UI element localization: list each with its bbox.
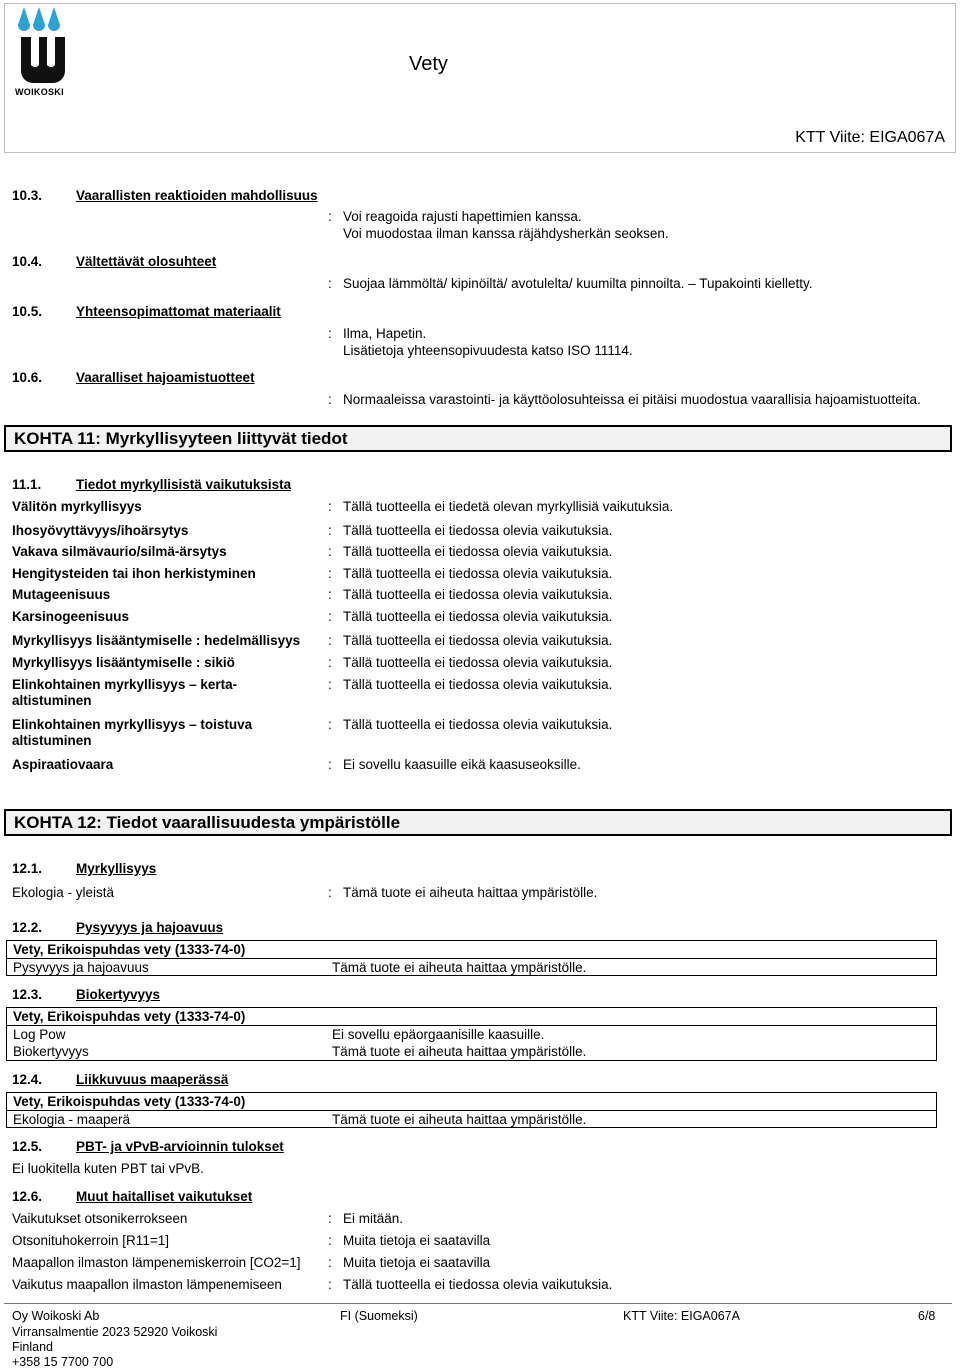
substance-name: Vety, Erikoispuhdas vety (1333-74-0) — [13, 1094, 246, 1109]
field-label: Otsonituhokerroin [R11=1] — [12, 1233, 169, 1248]
subsection-title: Muut haitalliset vaikutukset — [76, 1189, 253, 1204]
subsection-number: 12.4. — [12, 1072, 43, 1087]
value-text: Voi muodostaa ilman kanssa räjähdysherkän seoksen. — [343, 226, 669, 241]
subsection-number: 10.4. — [12, 254, 43, 269]
section-heading: KOHTA 11: Myrkyllisyyteen liittyvät tiedot — [4, 425, 952, 452]
colon: : — [328, 544, 332, 559]
field-value: Tällä tuotteella ei tiedetä olevan myrkyllisiä vaikutuksia. — [343, 499, 674, 514]
field-label: Log Pow — [13, 1027, 66, 1042]
colon: : — [328, 1277, 332, 1292]
subsection-title: Pysyvyys ja hajoavuus — [76, 920, 224, 935]
colon: : — [328, 757, 332, 772]
substance-name: Vety, Erikoispuhdas vety (1333-74-0) — [13, 942, 246, 957]
field-label: Vaikutus maapallon ilmaston lämpenemiseen — [12, 1277, 282, 1292]
field-label: Vakava silmävaurio/silmä-ärsytys — [12, 544, 227, 559]
subsection-title: Myrkyllisyys — [76, 861, 157, 876]
field-label: Ekologia - yleistä — [12, 885, 115, 900]
value-text: Normaaleissa varastointi- ja käyttöolosuhteissa ei pitäisi muodostua vaarallisia hajoamistuotteita. — [343, 392, 921, 407]
subsection-title: PBT- ja vPvB-arvioinnin tulokset — [76, 1139, 284, 1154]
field-value: Tällä tuotteella ei tiedossa olevia vaikutuksia. — [343, 523, 613, 538]
colon: : — [328, 499, 332, 514]
subsection-title: Vaarallisten reaktioiden mahdollisuus — [76, 188, 318, 203]
subsection-number: 12.2. — [12, 920, 43, 935]
subsection-title: Vältettävät olosuhteet — [76, 254, 217, 269]
field-value: Tällä tuotteella ei tiedossa olevia vaikutuksia. — [343, 677, 613, 692]
subsection-number: 10.5. — [12, 304, 43, 319]
value-text: Voi reagoida rajusti hapettimien kanssa. — [343, 209, 582, 224]
field-value: Ei mitään. — [343, 1211, 404, 1226]
subsection-number: 10.3. — [12, 188, 43, 203]
field-value: Ei sovellu epäorgaanisille kaasuille. — [332, 1027, 545, 1042]
value-text: Ilma, Hapetin. — [343, 326, 427, 341]
field-label: Mutageenisuus — [12, 587, 111, 602]
field-value: Ei sovellu kaasuille eikä kaasuseoksille. — [343, 757, 581, 772]
footer-language: FI (Suomeksi) — [340, 1309, 418, 1323]
field-label: altistuminen — [12, 733, 92, 748]
field-label: Ekologia - maaperä — [13, 1112, 131, 1127]
value-text: Suojaa lämmöltä/ kipinöiltä/ avotulelta/ kuumilta pinnoilta. – Tupakointi kielletty. — [343, 276, 813, 291]
field-value: Muita tietoja ei saatavilla — [343, 1255, 491, 1270]
field-label: Välitön myrkyllisyys — [12, 499, 142, 514]
subsection-number: 11.1. — [12, 477, 42, 492]
subsection-title: Tiedot myrkyllisistä vaikutuksista — [76, 477, 292, 492]
colon: : — [328, 633, 332, 648]
body-text: Ei luokitella kuten PBT tai vPvB. — [12, 1161, 204, 1176]
colon: : — [328, 1255, 332, 1270]
subsection-title: Vaaralliset hajoamistuotteet — [76, 370, 255, 385]
colon: : — [328, 587, 332, 602]
field-label: Aspiraatiovaara — [12, 757, 114, 772]
subsection-number: 12.3. — [12, 987, 43, 1002]
colon: : — [328, 523, 332, 538]
footer-address: Virransalmentie 2023 52920 Voikoski — [12, 1325, 218, 1339]
colon: : — [328, 276, 332, 291]
colon: : — [328, 326, 332, 341]
footer-divider — [4, 1303, 952, 1304]
field-value: Tämä tuote ei aiheuta haittaa ympäristölle. — [332, 1044, 587, 1059]
subsection-title: Yhteensopimattomat materiaalit — [76, 304, 281, 319]
field-value: Tällä tuotteella ei tiedossa olevia vaikutuksia. — [343, 544, 613, 559]
field-value: Tällä tuotteella ei tiedossa olevia vaikutuksia. — [343, 587, 613, 602]
colon: : — [328, 717, 332, 732]
field-label: Ihosyövyttävyys/ihoärsytys — [12, 523, 189, 538]
substance-table — [6, 1092, 937, 1128]
field-label: Biokertyvyys — [13, 1044, 89, 1059]
subsection-number: 12.6. — [12, 1189, 43, 1204]
field-label: Elinkohtainen myrkyllisyys – kerta- — [12, 677, 238, 692]
field-value: Tällä tuotteella ei tiedossa olevia vaikutuksia. — [343, 633, 613, 648]
colon: : — [328, 1233, 332, 1248]
document-title: Vety — [409, 53, 448, 75]
field-value: Tämä tuote ei aiheuta haittaa ympäristölle. — [332, 960, 587, 975]
field-label: Hengitysteiden tai ihon herkistyminen — [12, 566, 256, 581]
colon: : — [328, 392, 332, 407]
colon: : — [328, 677, 332, 692]
field-label: Myrkyllisyys lisääntymiselle : sikiö — [12, 655, 235, 670]
field-value: Tällä tuotteella ei tiedossa olevia vaikutuksia. — [343, 655, 613, 670]
field-value: Tämä tuote ei aiheuta haittaa ympäristölle. — [332, 1112, 587, 1127]
subsection-number: 10.6. — [12, 370, 43, 385]
field-label: Maapallon ilmaston lämpenemiskerroin [CO2=1] — [12, 1255, 301, 1270]
subsection-title: Biokertyvyys — [76, 987, 161, 1002]
field-value: Tällä tuotteella ei tiedossa olevia vaikutuksia. — [343, 1277, 613, 1292]
colon: : — [328, 1211, 332, 1226]
field-value: Muita tietoja ei saatavilla — [343, 1233, 491, 1248]
field-label: Pysyvyys ja hajoavuus — [13, 960, 149, 975]
page-number: 6/8 — [918, 1309, 936, 1323]
colon: : — [328, 209, 332, 224]
woikoski-logo — [15, 7, 71, 99]
header-reference: KTT Viite: EIGA067A — [795, 129, 945, 146]
section-heading: KOHTA 12: Tiedot vaarallisuudesta ympäristölle — [4, 809, 952, 836]
footer-country: Finland — [12, 1340, 53, 1354]
subsection-number: 12.1. — [12, 861, 43, 876]
colon: : — [328, 566, 332, 581]
logo-wordmark: WOIKOSKI — [15, 87, 64, 97]
substance-table — [6, 940, 937, 976]
field-value: Tämä tuote ei aiheuta haittaa ympäristölle. — [343, 885, 598, 900]
footer-reference: KTT Viite: EIGA067A — [623, 1309, 740, 1323]
subsection-number: 12.5. — [12, 1139, 43, 1154]
footer-company: Oy Woikoski Ab — [12, 1309, 100, 1323]
field-value: Tällä tuotteella ei tiedossa olevia vaikutuksia. — [343, 566, 613, 581]
footer-phone: +358 15 7700 700 — [12, 1355, 114, 1369]
field-label: Elinkohtainen myrkyllisyys – toistuva — [12, 717, 253, 732]
logo-drops-icon — [15, 7, 71, 87]
colon: : — [328, 655, 332, 670]
substance-name: Vety, Erikoispuhdas vety (1333-74-0) — [13, 1009, 246, 1024]
colon: : — [328, 885, 332, 900]
subsection-title: Liikkuvuus maaperässä — [76, 1072, 229, 1087]
value-text: Lisätietoja yhteensopivuudesta katso ISO 11114. — [343, 343, 633, 358]
field-label: altistuminen — [12, 693, 92, 708]
field-label: Myrkyllisyys lisääntymiselle : hedelmällisyys — [12, 633, 301, 648]
substance-table — [6, 1007, 937, 1061]
field-label: Vaikutukset otsonikerrokseen — [12, 1211, 188, 1226]
field-value: Tällä tuotteella ei tiedossa olevia vaikutuksia. — [343, 717, 613, 732]
field-value: Tällä tuotteella ei tiedossa olevia vaikutuksia. — [343, 609, 613, 624]
field-label: Karsinogeenisuus — [12, 609, 130, 624]
page-header — [4, 3, 956, 153]
colon: : — [328, 609, 332, 624]
